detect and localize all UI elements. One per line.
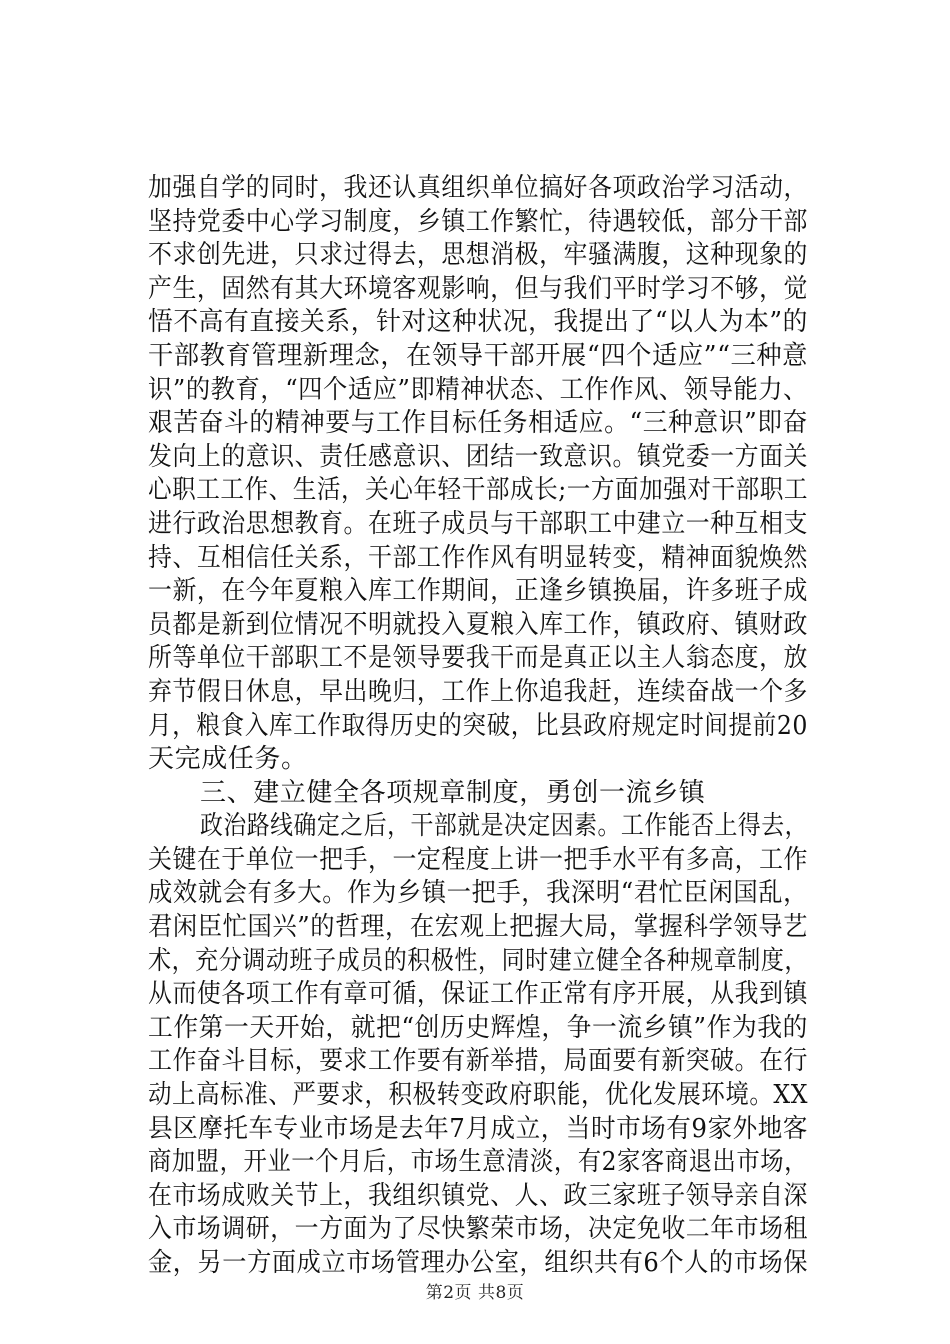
- text-line: 三、建立健全各项规章制度，勇创一流乡镇: [200, 777, 706, 808]
- text-line: 术，充分调动班子成员的积极性，同时建立健全各种规章制度，: [148, 945, 808, 976]
- text-line: 发向上的意识、责任感意识、团结一致意识。镇党委一方面关: [148, 441, 808, 472]
- text-line: 成效就会有多大。作为乡镇一把手，我深明“君忙臣闲国乱，: [148, 878, 808, 909]
- text-line: 悟不高有直接关系，针对这种状况，我提出了“以人为本”的: [148, 307, 808, 338]
- text-line: 进行政治思想教育。在班子成员与干部职工中建立一种互相支: [148, 508, 808, 539]
- text-line: 员都是新到位情况不明就投入夏粮入库工作，镇政府、镇财政: [148, 609, 808, 640]
- text-line: 产生，固然有其大环境客观影响，但与我们平时学习不够，觉: [148, 273, 808, 304]
- text-line: 商加盟，开业一个月后，市场生意清淡，有2家客商退出市场，: [148, 1147, 808, 1178]
- text-line: 艰苦奋斗的精神要与工作目标任务相适应。“三种意识”即奋: [148, 408, 808, 439]
- text-line: 持、互相信任关系，干部工作作风有明显转变，精神面貌焕然: [148, 542, 808, 573]
- text-line: 不求创先进，只求过得去，思想消极，牢骚满腹，这种现象的: [148, 240, 808, 271]
- text-line: 天完成任务。: [148, 744, 308, 775]
- text-line: 动上高标准、严要求，积极转变政府职能，优化发展环境。XX: [148, 1080, 808, 1111]
- text-line: 一新，在今年夏粮入库工作期间，正逢乡镇换届，许多班子成: [148, 576, 808, 607]
- text-line: 县区摩托车专业市场是去年7月成立，当时市场有9家外地客: [148, 1113, 808, 1144]
- text-line: 入市场调研，一方面为了尽快繁荣市场，决定免收二年市场租: [148, 1214, 808, 1245]
- text-line: 所等单位干部职工不是领导要我干而是真正以主人翁态度，放: [148, 643, 808, 674]
- document-body: [148, 172, 808, 1281]
- text-line: 坚持党委中心学习制度，乡镇工作繁忙，待遇较低，部分干部: [148, 206, 808, 237]
- text-line: 工作第一天开始，就把“创历史辉煌，争一流乡镇”作为我的: [148, 1012, 808, 1043]
- text-line: 弃节假日休息，早出晚归，工作上你追我赶，连续奋战一个多: [148, 676, 808, 707]
- text-line: 从而使各项工作有章可循，保证工作正常有序开展，从我到镇: [148, 979, 808, 1010]
- text-line: 关键在于单位一把手，一定程度上讲一把手水平有多高，工作: [148, 844, 808, 875]
- text-line: 月，粮食入库工作取得历史的突破，比县政府规定时间提前20: [148, 710, 808, 741]
- text-line: 工作奋斗目标，要求工作要有新举措，局面要有新突破。在行: [148, 1046, 808, 1077]
- text-line: 金，另一方面成立市场管理办公室，组织共有6个人的市场保: [148, 1248, 808, 1278]
- text-line: 在市场成败关节上，我组织镇党、人、政三家班子领导亲自深: [148, 1180, 808, 1211]
- text-line: 君闲臣忙国兴”的哲理，在宏观上把握大局，掌握科学领导艺: [148, 912, 808, 943]
- text-line: 政治路线确定之后，干部就是决定因素。工作能否上得去，: [200, 811, 808, 842]
- text-line: 加强自学的同时，我还认真组织单位搞好各项政治学习活动，: [148, 173, 808, 203]
- page-number-footer: 第2页 共8页: [425, 1283, 525, 1303]
- text-line: 心职工工作、生活，关心年轻干部成长;一方面加强对干部职工: [148, 475, 808, 506]
- text-line: 识”的教育，“四个适应”即精神状态、工作作风、领导能力、: [148, 374, 808, 405]
- text-line: 干部教育管理新理念，在领导干部开展“四个适应”“三种意: [148, 340, 808, 371]
